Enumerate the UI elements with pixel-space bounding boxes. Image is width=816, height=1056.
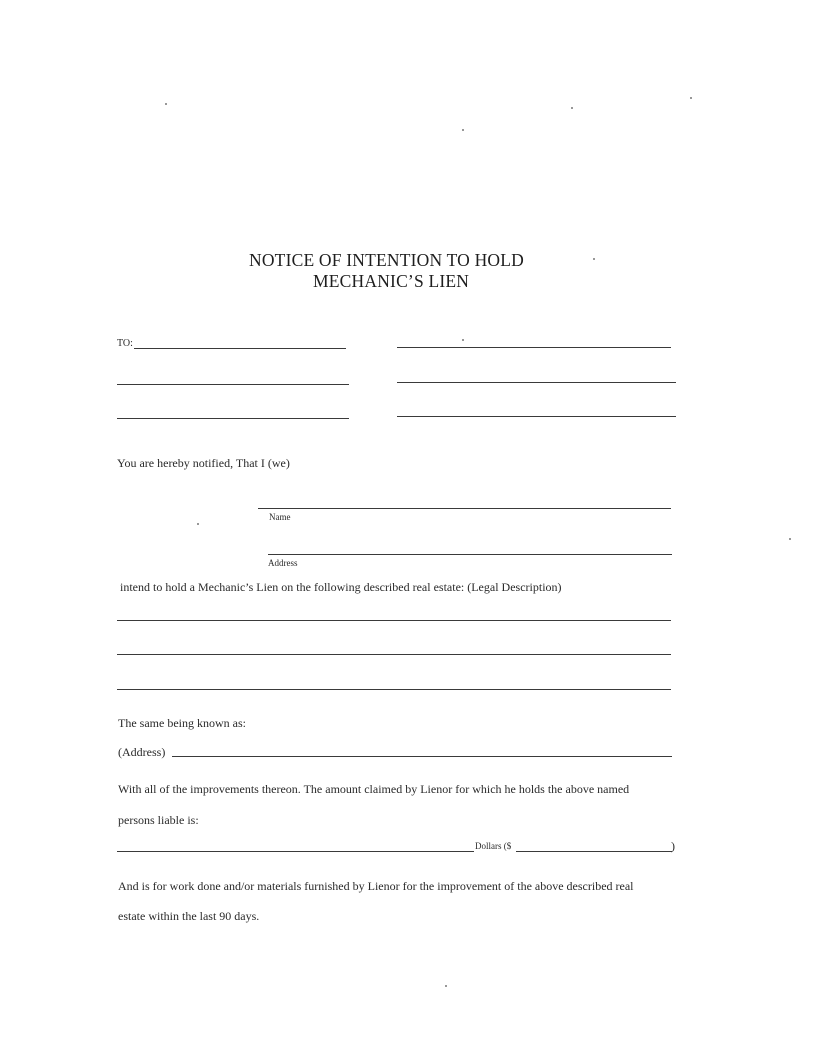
to-field-line-4[interactable]	[397, 382, 676, 383]
legal-description-line-1[interactable]	[117, 620, 671, 621]
to-field-line-3[interactable]	[117, 384, 349, 385]
notified-text: You are hereby notified, That I (we)	[117, 456, 290, 470]
amount-number-line[interactable]	[516, 851, 672, 852]
scan-speck	[165, 103, 167, 105]
scan-speck	[690, 97, 692, 99]
improvements-line-2: persons liable is:	[118, 813, 199, 827]
legal-description-line-2[interactable]	[117, 654, 671, 655]
address-label: (Address)	[118, 745, 166, 759]
to-field-line-5[interactable]	[117, 418, 349, 419]
scan-speck	[789, 538, 791, 540]
amount-words-line[interactable]	[117, 851, 474, 852]
legal-description-line-3[interactable]	[117, 689, 671, 690]
address-caption: Address	[268, 558, 298, 568]
improvements-line-1: With all of the improvements thereon. The amount claimed by Lienor for which he holds the above named	[118, 782, 630, 796]
scan-speck	[445, 985, 447, 987]
intent-text: intend to hold a Mechanic’s Lien on the following described real estate: (Legal Description)	[120, 580, 562, 594]
scan-speck	[571, 107, 573, 109]
to-field-line-2[interactable]	[397, 347, 671, 348]
dollars-close-paren: )	[671, 839, 675, 853]
work-line-1: And is for work done and/or materials furnished by Lienor for the improvement of the above described real	[118, 879, 634, 893]
name-field-line[interactable]	[258, 508, 671, 509]
scan-speck	[462, 129, 464, 131]
dollars-label: Dollars ($	[475, 841, 512, 851]
to-field-line-1[interactable]	[134, 348, 346, 349]
title-line-2: MECHANIC’S LIEN	[313, 271, 470, 291]
known-as-text: The same being known as:	[118, 716, 246, 730]
to-label: TO:	[117, 338, 133, 349]
name-caption: Name	[269, 512, 291, 522]
address-field-line[interactable]	[268, 554, 672, 555]
work-line-2: estate within the last 90 days.	[118, 909, 260, 923]
scan-speck	[197, 523, 199, 525]
scan-speck	[593, 258, 595, 260]
title-line-1: NOTICE OF INTENTION TO HOLD	[249, 250, 525, 270]
scan-speck	[462, 339, 464, 341]
property-address-line[interactable]	[172, 756, 672, 757]
to-field-line-6[interactable]	[397, 416, 676, 417]
